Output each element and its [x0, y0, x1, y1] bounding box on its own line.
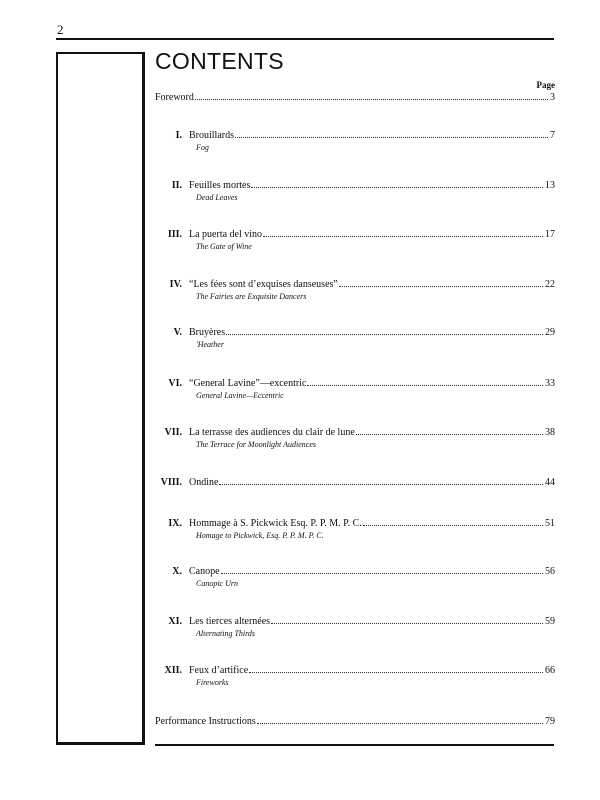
toc-entry-page: 22 [545, 279, 555, 290]
toc-entry[interactable] [155, 327, 555, 349]
top-rule [56, 38, 554, 40]
page-number: 2 [57, 22, 64, 37]
dot-leader [363, 525, 543, 526]
toc-entry-number: II. [171, 180, 182, 191]
dot-leader [249, 672, 543, 673]
toc-entry-number: IV. [169, 279, 182, 290]
toc-entry-subtitle: The Terrace for Moonlight Audiences [196, 440, 316, 449]
toc-entry-title: Feux d’artifice [189, 665, 249, 676]
toc-entry-title: Canope [189, 566, 220, 577]
page-column-header: Page [536, 80, 555, 90]
toc-entry-number: X. [172, 566, 182, 577]
toc-entry-number: VII. [164, 427, 182, 438]
toc-entry-page: 38 [545, 427, 555, 438]
toc-entry-title: Brouillards [189, 130, 234, 141]
toc-entry-page: 51 [545, 518, 555, 529]
dot-leader [251, 187, 543, 188]
toc-entry-subtitle: The Gate of Wine [196, 242, 252, 251]
toc-entry-subtitle: Dead Leaves [196, 193, 238, 202]
toc-entry-title: Ondine [189, 477, 219, 488]
dot-leader [219, 484, 543, 485]
toc-entry-subtitle: Canopic Urn [196, 579, 238, 588]
toc-entry-subtitle: Fog [196, 143, 209, 152]
toc-entry[interactable] [155, 130, 555, 152]
toc-entry[interactable] [155, 427, 555, 449]
dot-leader [307, 385, 543, 386]
toc-entry-page: 13 [545, 180, 555, 191]
toc-entry-title: Feuilles mortes [189, 180, 251, 191]
toc-entry[interactable] [155, 518, 555, 540]
toc-entry-page: 79 [545, 716, 555, 727]
toc-entry-number: V. [173, 327, 182, 338]
toc-entry-page: 44 [545, 477, 555, 488]
dot-leader [221, 573, 543, 574]
toc-entry-title: Foreword [155, 92, 194, 103]
toc-entry-title: “General Lavine”—excentric [189, 378, 307, 389]
toc-entry-number: XI. [168, 616, 182, 627]
toc-entry-subtitle: Alternating Thirds [196, 629, 256, 638]
toc-entry-subtitle: Fireworks [196, 678, 229, 687]
toc-entry-title: Performance Instructions [155, 716, 256, 727]
toc-entry-title: Les tierces alternées [189, 616, 271, 627]
bottom-rule [155, 744, 554, 746]
toc-entry[interactable] [155, 180, 555, 202]
toc-entry-page: 59 [545, 616, 555, 627]
toc-entry-title: Hommage à S. Pickwick Esq. P. P. M. P. C. [189, 518, 362, 529]
toc-entry-number: VIII. [160, 477, 182, 488]
toc-entry[interactable] [155, 616, 555, 638]
toc-entry-page: 33 [545, 378, 555, 389]
toc-entry-number: IX. [168, 518, 182, 529]
toc-entry-subtitle: The Fairies are Exquisite Dancers [196, 292, 307, 301]
toc-entry-page: 29 [545, 327, 555, 338]
toc-entry-subtitle: 'Heather [196, 340, 224, 349]
dot-leader [226, 334, 543, 335]
dot-leader [339, 286, 543, 287]
toc-entry-subtitle: General Lavine—Eccentric [196, 391, 284, 400]
page-title: CONTENTS [155, 48, 284, 74]
dot-leader [235, 137, 548, 138]
dot-leader [356, 434, 543, 435]
toc-entry-foreword[interactable] [155, 92, 555, 103]
toc-entry[interactable] [155, 378, 555, 400]
toc-entry[interactable] [155, 477, 555, 488]
toc-entry-page: 66 [545, 665, 555, 676]
toc-entry-page: 7 [550, 130, 555, 141]
toc-entry-number: I. [175, 130, 182, 141]
toc-entry[interactable] [155, 279, 555, 301]
side-box [56, 52, 145, 745]
toc-entry-performance[interactable] [155, 716, 555, 727]
dot-leader [271, 623, 543, 624]
toc-entry-subtitle: Homage to Pickwick, Esq. P. P. M. P. C. [196, 531, 324, 540]
toc-entry-number: VI. [168, 378, 182, 389]
toc-entry-page: 3 [550, 92, 555, 103]
toc-entry-number: III. [167, 229, 182, 240]
toc-entry[interactable] [155, 566, 555, 588]
toc-entry[interactable] [155, 229, 555, 251]
toc-entry-title: Bruyères [189, 327, 226, 338]
dot-leader [257, 723, 543, 724]
toc-entry-page: 17 [545, 229, 555, 240]
dot-leader [263, 236, 543, 237]
dot-leader [195, 99, 548, 100]
toc-entry-title: “Les fées sont d’exquises danseuses” [189, 279, 338, 290]
toc-entry[interactable] [155, 665, 555, 687]
toc-entry-title: La puerta del vino [189, 229, 263, 240]
toc-entry-number: XII. [164, 665, 182, 676]
toc-entry-title: La terrasse des audiences du clair de lune [189, 427, 355, 438]
toc-entry-page: 56 [545, 566, 555, 577]
